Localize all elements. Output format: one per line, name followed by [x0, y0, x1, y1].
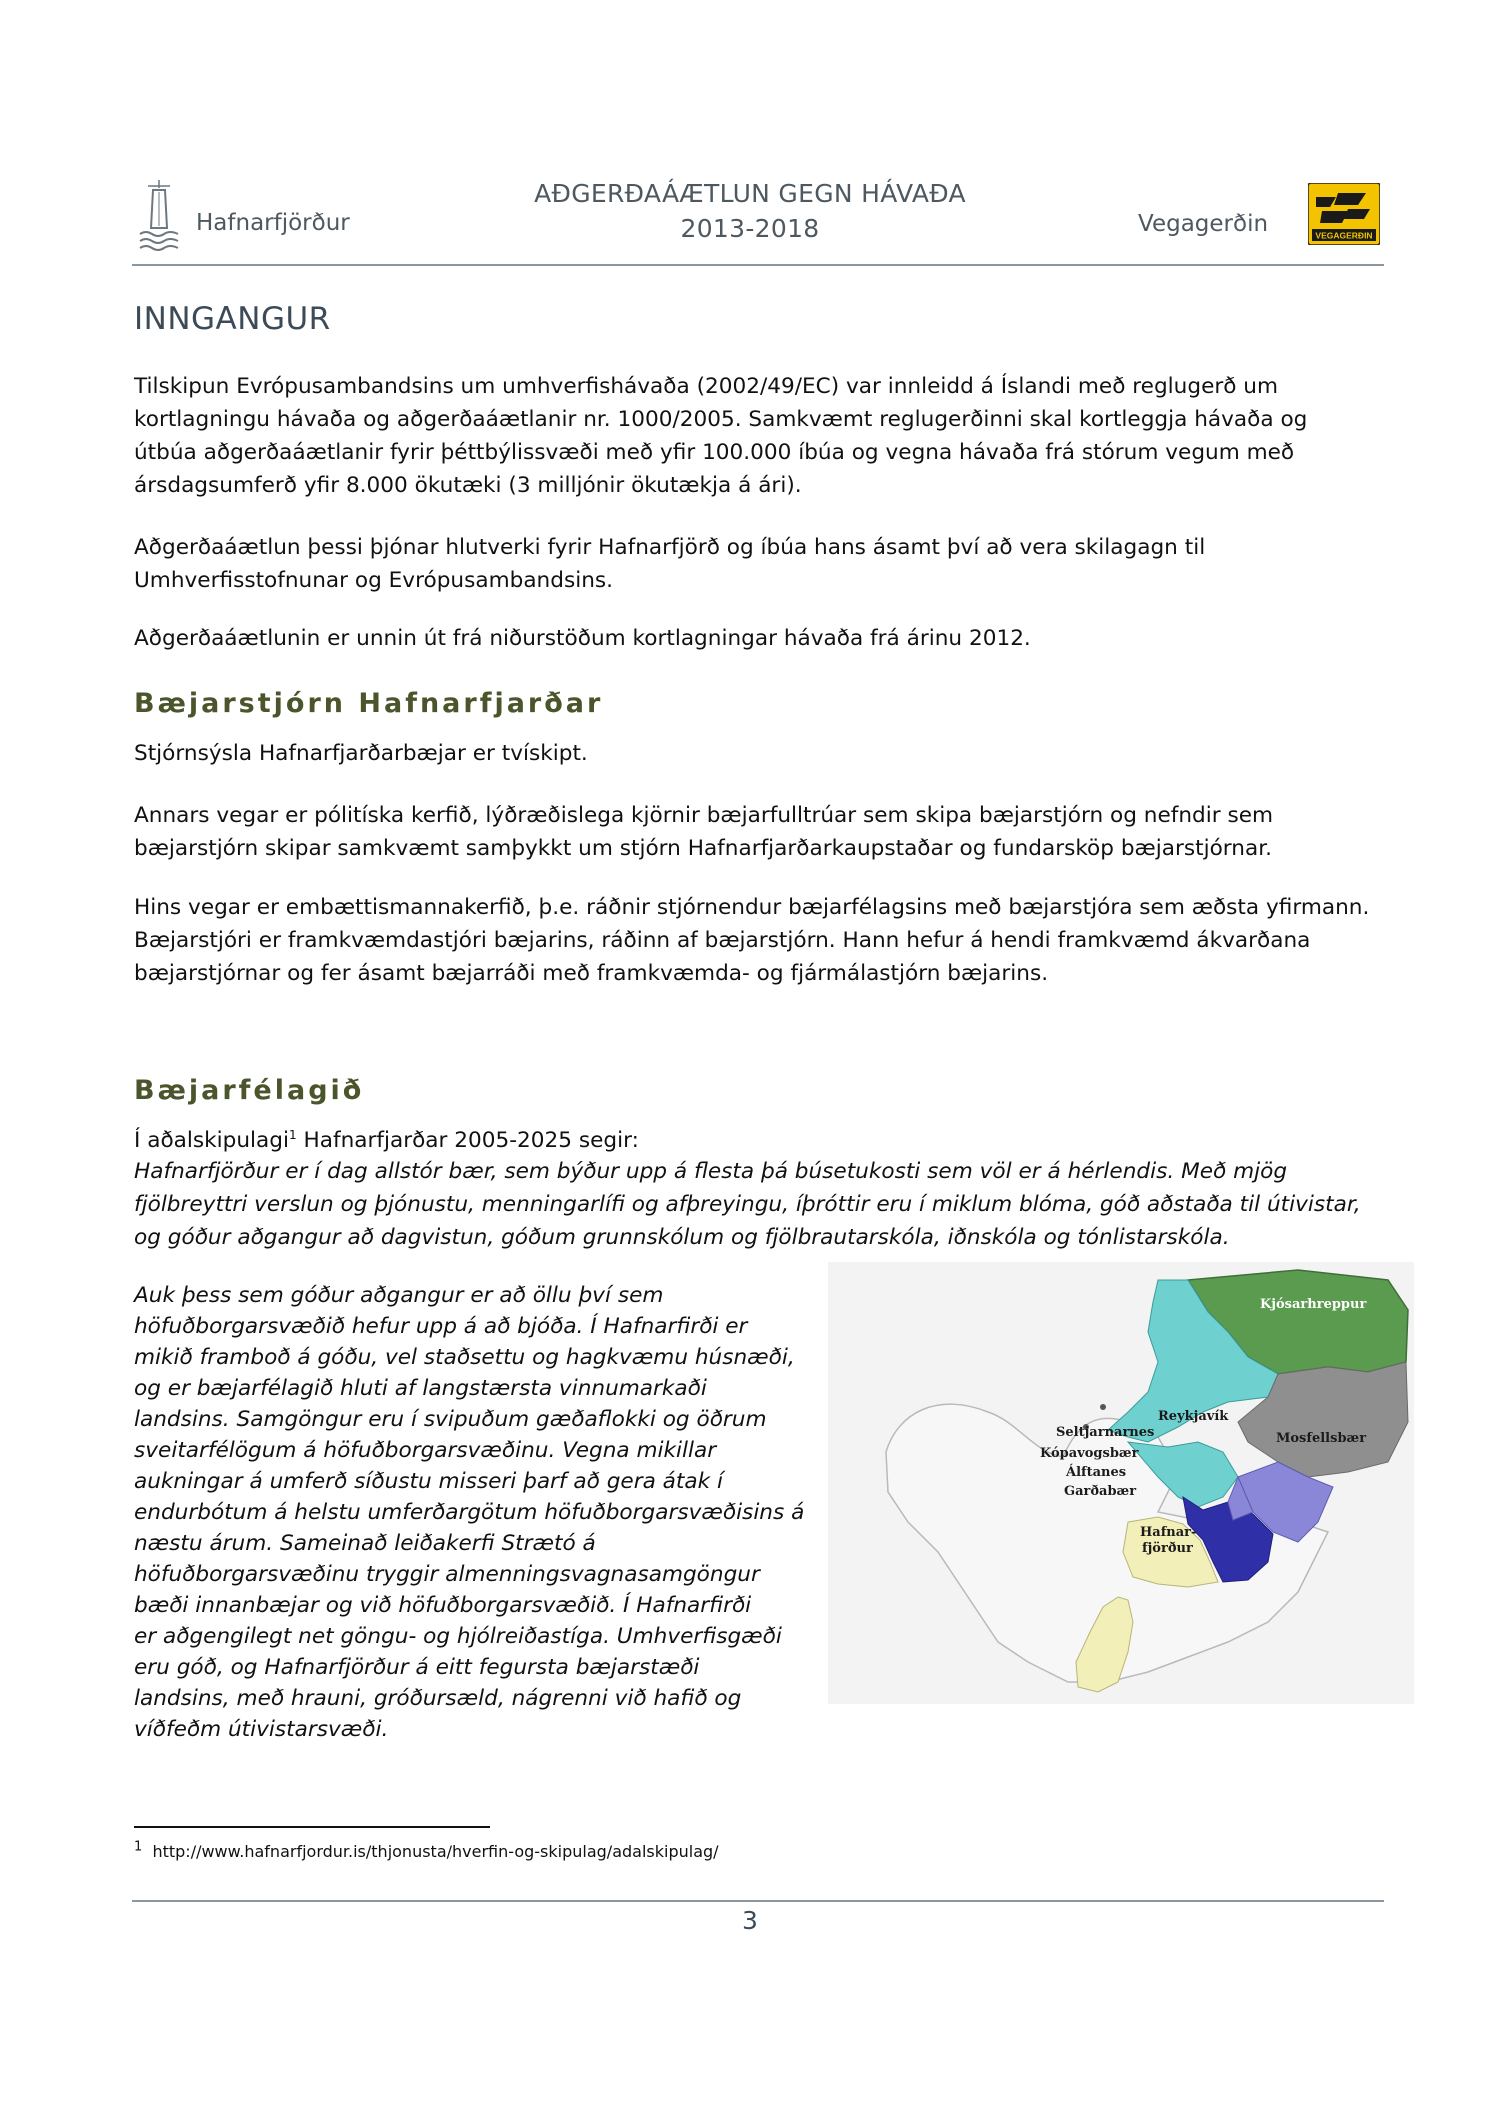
quote-line: landsins. Samgöngur eru í svipuðum gæðaflokki og öðrum [134, 1407, 767, 1432]
quote-line: endurbótum á helstu umferðargötum höfuðborgarsvæðisins á [134, 1500, 805, 1525]
map-label-seltjarnarnes: Seltjarnarnes [1056, 1425, 1155, 1440]
map-label-gardabaer: Garðabær [1064, 1484, 1137, 1499]
quote-paragraph-2 [134, 1280, 834, 1745]
header-divider [132, 264, 1384, 266]
heading-baejarfelagid [134, 1075, 364, 1106]
heading-inngangur: INNGANGUR [134, 301, 331, 337]
footnote-divider [134, 1826, 490, 1828]
paragraph-basis: Aðgerðaáætlunin er unnin út frá niðurstöðum kortlagningar hávaða frá árinu 2012. [134, 626, 1031, 651]
quote-line: eru góð, og Hafnarfjörður á eitt fegursta bæjarstæði [134, 1655, 700, 1680]
header-title-line2: 2013-2018 [680, 214, 820, 243]
heading-baejarfelagid-text: Bæjarfélagið [134, 1075, 365, 1106]
map-label-reykjavik: Reykjavík [1158, 1409, 1229, 1424]
lighthouse-logo-icon [138, 178, 180, 254]
plan-intro-text-b: Hafnarfjarðar 2005-2025 segir: [296, 1128, 639, 1153]
footnote-number: 1 [134, 1839, 143, 1855]
quote-line: mikið framboð á góðu, vel staðsettu og hagkvæmu húsnæði, [134, 1345, 795, 1370]
quote-line: landsins, með hrauni, gróðursæld, nágrenni við hafið og [134, 1686, 742, 1711]
vegagerdin-logo-icon [1308, 183, 1380, 245]
footnote [134, 1839, 719, 1861]
map-label-alftanes: Álftanes [1066, 1465, 1127, 1480]
header-municipality-name: Hafnarfjörður [196, 210, 350, 236]
vegagerdin-logo-text: VEGAGERÐIN [1315, 230, 1373, 241]
quote-line: höfuðborgarsvæðinu tryggir almenningsvagnasamgöngur [134, 1562, 760, 1587]
quote-line: víðfeðm útivistarsvæði. [134, 1717, 389, 1742]
paragraph-purpose: Aðgerðaáætlun þessi þjónar hlutverki fyrir Hafnarfjörð og íbúa hans ásamt því að vera skilagagn til Umhverfisstofnunar og Evrópusambandsins. [134, 535, 1206, 593]
quote-line: er aðgengilegt net göngu- og hjólreiðastíga. Umhverfisgæði [134, 1624, 782, 1649]
heading-baejarstjorn: Bæjarstjórn Hafnarfjarðar [134, 688, 604, 719]
footer-divider [132, 1900, 1384, 1902]
quote-line: bæði innanbæjar og við höfuðborgarsvæðið. Í Hafnarfirði [134, 1593, 752, 1618]
quote-paragraph-1: Hafnarfjörður er í dag allstór bær, sem býður upp á flesta þá búsetukosti sem völ er á hérlendis. Með mjög fjölbreyttri verslun og þjónustu, menningarlífi og afþreyingu, íþróttir eru í miklum blóma, góð aðstaða til útivistar, og góður aðgangur að dagvistun, góðum grunnskólum og fjölbrautarskóla, iðnskóla og tónlistarskóla. [134, 1159, 1361, 1250]
paragraph-directive: Tilskipun Evrópusambandsins um umhverfishávaða (2002/49/EC) var innleidd á Íslandi með reglugerð um kortlagningu hávaða og aðgerðaáætlanir nr. 1000/2005. Samkvæmt reglugerðinni skal kortleggja hávaða og útbúa aðgerðaáætlanir fyrir þéttbýlissvæði með yfir 100.000 íbúa og vegna hávaða frá stórum vegum með ársdagsumferð yfir 8.000 ökutæki (3 milljónir ökutækja á ári). [134, 374, 1308, 498]
capital-region-map [828, 1262, 1414, 1704]
quote-line: næstu árum. Sameinað leiðakerfi Strætó á [134, 1531, 596, 1556]
quote-line: aukningar á umferð síðustu misseri þarf að gera átak í [134, 1469, 723, 1494]
header-document-title [400, 176, 1100, 246]
map-label-hafnarfjordur-2: fjörður [1142, 1541, 1193, 1556]
quote-line: og er bæjarfélagið hluti af langstærsta vinnumarkaði [134, 1376, 707, 1401]
quote-line: höfuðborgarsvæðið hefur upp á að bjóða. Í Hafnarfirði er [134, 1314, 748, 1339]
header-title-line1: AÐGERÐAÁÆTLUN GEGN HÁVAÐA [534, 179, 966, 208]
paragraph-plan-intro [134, 1124, 1374, 1157]
plan-intro-text-a: Í aðalskipulagi [134, 1128, 289, 1153]
footnote-url[interactable]: http://www.hafnarfjordur.is/thjonusta/hverfin-og-skipulag/adalskipulag/ [152, 1842, 719, 1861]
paragraph-civil-service: Hins vegar er embættismannakerfið, þ.e. ráðnir stjórnendur bæjarfélagsins með bæjarstjóra sem æðsta yfirmann. Bæjarstjóri er framkvæmdastjóri bæjarins, ráðinn af bæjarstjórn. Hann hefur á hendi framkvæmd ákvarðana bæjarstjórnar og fer ásamt bæjarráði með framkvæmda- og fjármálastjórn bæjarins. [134, 895, 1370, 986]
page-number: 3 [742, 1906, 758, 1935]
map-label-hafnarfjordur-1: Hafnar- [1140, 1525, 1197, 1540]
footnote-ref: 1 [289, 1127, 297, 1142]
map-label-kopavogsbaer: Kópavogsbær [1040, 1446, 1139, 1461]
map-label-kjosarhreppur: Kjósarhreppur [1260, 1297, 1367, 1312]
quote-line: Auk þess sem góður aðgangur er að öllu því sem [134, 1283, 664, 1308]
quote-line: sveitarfélögum á höfuðborgarsvæðinu. Vegna mikillar [134, 1438, 717, 1463]
map-label-mosfellsbaer: Mosfellsbær [1276, 1431, 1367, 1446]
paragraph-administration: Stjórnsýsla Hafnarfjarðarbæjar er tvískipt. [134, 741, 588, 766]
header-agency-name: Vegagerðin [1138, 211, 1269, 237]
paragraph-political-system: Annars vegar er pólitíska kerfið, lýðræðislega kjörnir bæjarfulltrúar sem skipa bæjarstjórn og nefndir sem bæjarstjórn skipar samkvæmt samþykkt um stjórn Hafnarfjarðarkaupstaðar og fundarsköp bæjarstjórnar. [134, 803, 1274, 861]
